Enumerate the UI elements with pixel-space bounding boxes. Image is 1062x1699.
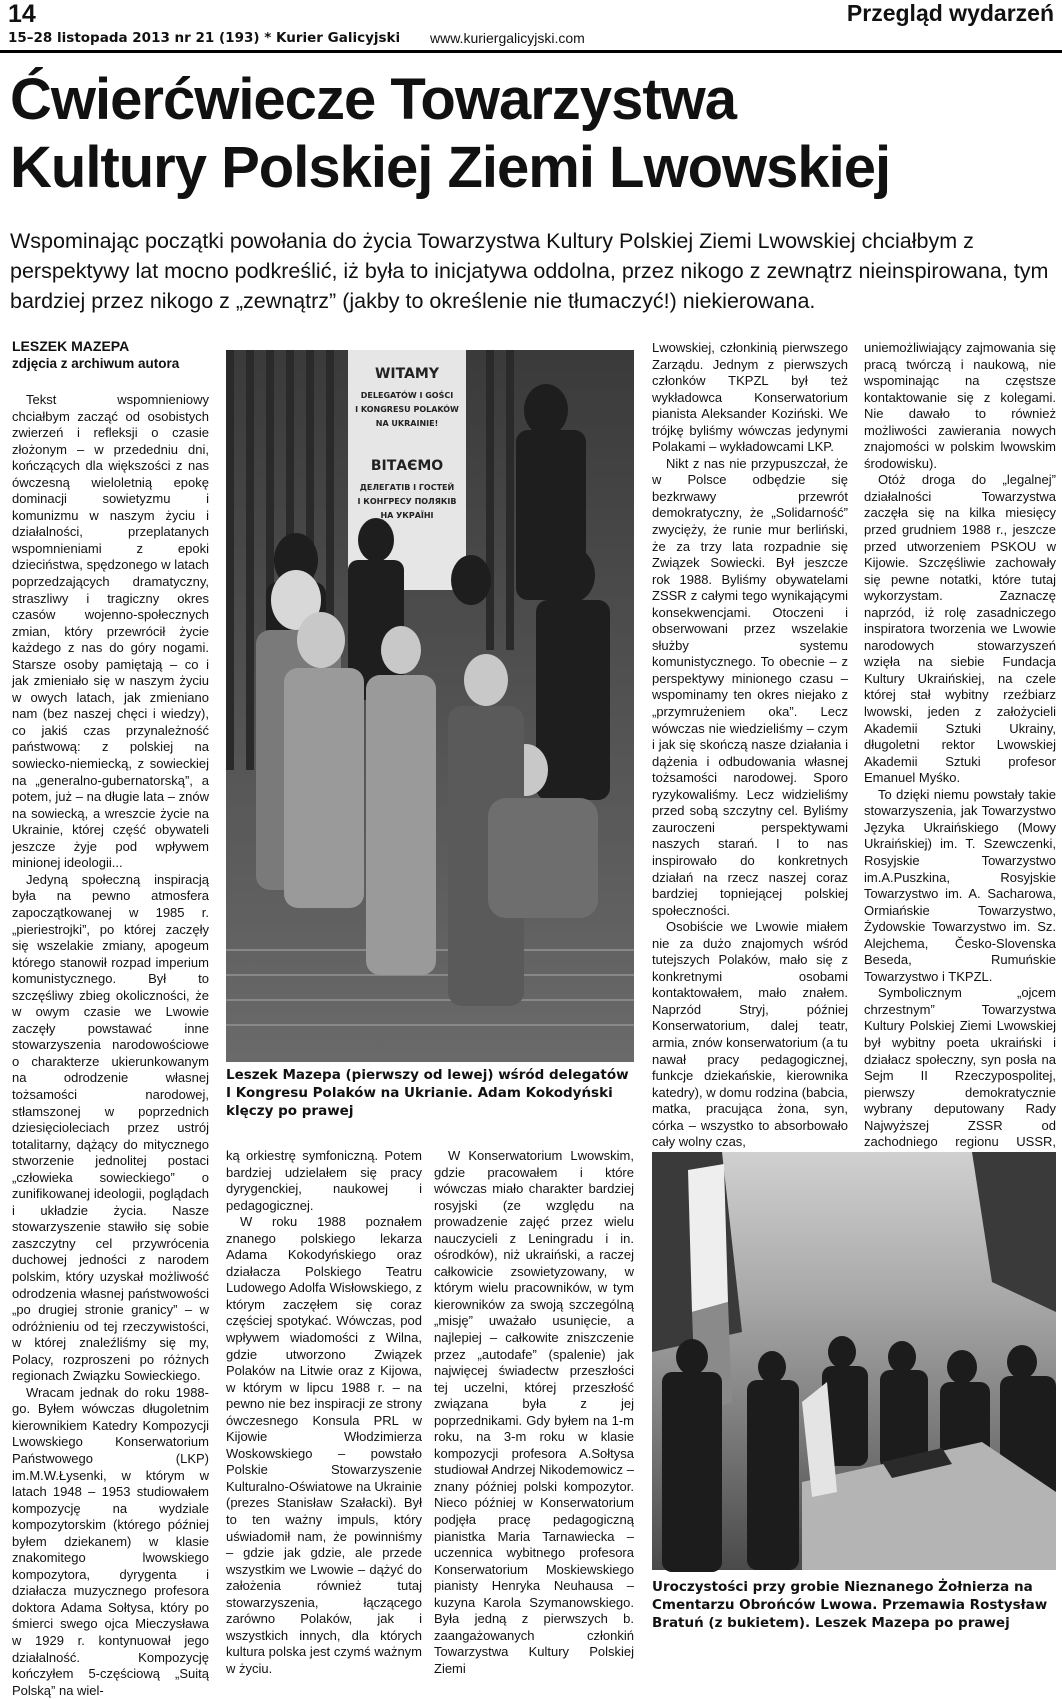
paragraph: Osobiście we Lwowie miałem nie za dużo znajomych wśród tutejszych Polaków, mało się z konkretnymi osobami kontaktowałem, mało znałem. Naprzód Stryj, później Konserwatorium, dalej teatr, armia, znów konserwatorium (a tu nawał pracy pedagogicznej, funkcje dziekańskie, kierownika katedry), w domu rodzina (babcia, matka, pracująca żona, syn, córka – wszystko to absorbowało cały wolny czas,	[652, 919, 848, 1150]
cemetery-photo-graphic	[652, 1152, 1056, 1570]
banner-text: NA UKRAINIE!	[375, 419, 439, 428]
text-column-2	[226, 1148, 422, 1676]
paragraph: Symbolicznym „ojcem chrzestnym” Towarzystwa Kultury Polskiej Ziemi Lwowskiej był wybitny poeta ukraiński i działacz społeczny, syn posła na Sejm II Rzeczypospolitej, pierwszy demokratycznie wybrany deputowany Rady Najwyższej ZSSR od zachodniego regionu USSR,	[864, 985, 1056, 1150]
article-title	[10, 66, 1050, 202]
paragraph: Tekst wspomnieniowy chciałbym zacząć od osobistych zwierzeń i refleksji o czasie złożonym – w przededniu dni, kończących dla większości z nas ówczesną wieloletnią epokę dominacji sowietyzmu i komunizmu w naszym życiu i działalności, przeplatanych wspomnieniami z epoki dzieciństwa, spędzonego w latach poprzedzających dramatyczny, straszliwy i tragiczny okres czasów wojenno-społecznych zmian, który przewrócił życie każdego z nas do góry nogami. Starsze osoby pamiętają – co i jak zmieniało się w naszym życiu w owych latach, jak zmieniano nam (bez naszej chęci i wiedzy), co jakiś czas przynależność państwową: z polskiej na sowiecko-niemiecką, z sowieckiej na „generalno-gubernatorską”, a potem, już – na długie lata – znów na sowiecką, a wreszcie życie na Ukrainie, której część obywateli jeszcze żyje pod wpływem minionej ideologii...	[12, 392, 209, 871]
section-title: Przegląd wydarzeń	[846, 0, 1054, 26]
paragraph: uniemożliwiający zajmowania się pracą twórczą i naukową, nie wspominając na częstsze kontaktowanie się z kolegami. Nie dawało to również możliwości zawierania nowych znajomości w polskim lwowskim środowisku).	[864, 340, 1056, 471]
paragraph: Jedyną społeczną inspiracją była na pewno atmosfera zapoczątkowanej w 1985 r. „pieriestrojki”, po której zaczęły się wszelakie zmiany, apogeum którego stanowił rozpad imperium komunistycznego. Był to szczęśliwy zbieg okoliczności, że w owym czasie we Lwowie zaczęły powstawać inne stowarzyszenia narodowościowe o charakterze ukierunkowanym na odrodzenie własnej tożsamości narodowej, stłamszonej w poprzednich dziesięcioleciach przez ustrój totalitarny, dążący do mitycznego stworzenie jednolitej postaci „człowieka sowieckiego” o zunifikowanej ideologii, poglądach i układzie życia. Nasze stowarzyszenie stawiło się sobie zaszczytny cel przywrócenia duchowej jedności z narodem polskim, który uzyskał możliwość odrodzenia własnej państwowości „po drugiej stronie granicy” – w odróżnieniu od tej rzeczywistości, w której znaleźliśmy się my, Polacy, rozproszeni po różnych regionach Związku Sowieckiego.	[12, 871, 209, 1384]
page-number: 14	[8, 0, 36, 28]
banner-text: ВІТАЄМО	[370, 458, 444, 474]
cemetery-photo	[652, 1152, 1056, 1570]
congress-photo	[226, 350, 634, 1062]
banner-text: DELEGATÓW I GOŚCI	[360, 391, 454, 400]
photo-credit: zdjęcia z archiwum autora	[12, 356, 180, 371]
author-name: LESZEK MAZEPA	[12, 338, 130, 354]
title-line-2: Kultury Polskiej Ziemi Lwowskiej	[10, 135, 891, 200]
text-column-3	[434, 1148, 634, 1676]
banner-text: І КОНГРЕСУ ПОЛЯКІВ	[357, 497, 457, 506]
banner-text: I KONGRESU POLAKÓW	[355, 405, 459, 414]
website-url: www.kuriergalicyjski.com	[430, 30, 585, 46]
banner-text: ДЕЛЕГАТІВ І ГОСТЕЙ	[359, 483, 455, 492]
paragraph: Otóż droga do „legalnej” działalności Towarzystwa zaczęła się na kilka miesięcy przed grudniem 1988 r., jeszcze przed utworzeniem PSKOU w Kijowie. Szczęśliwie zachowały się pewne notatki, które tutaj wykorzystam. Zaznaczę naprzód, iż rolę zasadniczego inspiratora tworzenia we Lwowie narodowych stowarzyszeń wzięła na siebie Fundacja Kultury Ukraińskiej, na czele której stał wybitny rzeźbiarz lwowski, jeden z założycieli Akademii Sztuki Ukrainy, długoletni rektor Lwowskiej Akademii Sztuki profesor Emanuel Myśko.	[864, 472, 1056, 786]
article-lead: Wspominając początki powołania do życia Towarzystwa Kultury Polskiej Ziemi Lwowskiej chciałbym z perspektywy lat mocno podkreślić, iż była to inicjatywa oddolna, przez nikogo z zewnątrz nieinspirowana, tym bardziej przez nikogo z „zewnątrz” (jakby to określenie nie tłumaczyć!) niekierowana.	[10, 229, 1049, 313]
congress-photo-caption: Leszek Mazepa (pierwszy od lewej) wśród delegatów I Kongresu Polaków na Ukrianie. Adam Kokodyński klęczy po prawej	[226, 1067, 629, 1119]
paragraph: W Konserwatorium Lwowskim, gdzie pracowałem i które wówczas miało charakter bardziej rosyjski (ze względu na prowadzenie zajęć przez wielu nauczycieli z Leningradu i in. ośrodków), niż ukraiński, a raczej całkowicie zsowietyzowany, w którym wielu pracowników, w tym kierowników za swoją szczególną „misję” uważało usunięcie, a najlepiej – całkowite zniszczenie przez „autodafe” (spalenie) jak najwięcej świadectw przeszłości tej uczelni, której przeszłość związana była z jej poprzednikami. Gdy byłem na 1-m roku, na 3-m roku w klasie kompozycji profesora A.Sołtysa studiował Andrzej Nikodemowicz – znany później polski kompozytor. Nieco później w Konserwatorium podjęła pracę pedagogiczną pianistka Maria Tarnawiecka – uczennica wybitnego profesora Konserwatorium Moskiewskiego pianisty Henryka Neuhausa – kuzyna Karola Szymanowskiego. Była jedną z pierwszych b. zaangażowanych członkiń Towarzystwa Kultury Polskiej Ziemi	[434, 1148, 634, 1676]
banner-text: НА УКРАЇНІ	[380, 511, 434, 520]
paragraph: ką orkiestrę symfoniczną. Potem bardziej udzielałem się pracy dyrygenckiej, naukowej i pedagogicznej.	[226, 1148, 422, 1213]
paragraph: W roku 1988 poznałem znanego polskiego lekarza Adama Kokodyńskiego oraz działacza Polskiego Teatru Ludowego Adolfa Wisłowskiego, z którym zaczęłem się coraz częściej spotykać. Wówczas, pod wpływem wiadomości z Wilna, gdzie utworzono Związek Polaków na Litwie oraz z Kijowa, w którym w lipcu 1988 r. – na pewno nie bez inspiracji ze strony ówczesnego Konsula PRL w Kijowie Włodzimierza Woskowskiego – powstało Polskie Stowarzyszenie Kulturalno-Oświatowe na Ukrainie (prezes Stanisław Szałacki). Był to ten ważny impuls, który uświadomił nam, że powinniśmy – gdzie jak gdzie, ale przede wszystkim we Lwowie – dążyć do założenia również tutaj stowarzyszenia, łączącego zarówno Polaków, jak i wszystkich innych, dla których kultura polska jest czymś ważnym w życiu.	[226, 1214, 422, 1676]
banner-text: WITAMY	[374, 366, 440, 382]
text-column-5	[864, 340, 1056, 1150]
cemetery-photo-caption: Uroczystości przy grobie Nieznanego Żołnierza na Cmentarzu Obrońców Lwowa. Przemawia Rostysław Bratuń (z bukietem). Leszek Mazepa po prawej	[652, 1579, 1048, 1631]
paragraph: Nikt z nas nie przypuszczał, że w Polsce odbędzie się bezkrwawy przewrót demokratyczny, że „Solidarność” zwycięży, że runie mur berliński, że za trzy lata rozpadnie się Związek Sowiecki. Był jeszcze rok 1988. Byliśmy obywatelami ZSSR z całymi tego wynikającymi konsekwencjami. Otoczeni i obserwowani przez wszelakie służby systemu komunistycznego. To obecnie – z perspektywy minionego czasu – wspominamy ten okres niejako z „przymrużeniem oka”. Lecz wówczas nie wiedzieliśmy – czym i jak się skończą nasze działania i dążenia i odbudowania własnej tożsamości narodowej. Sporo ryzykowaliśmy. Lecz widzieliśmy przed sobą szczytny cel. Byliśmy zauroczeni perspektywami naszych starań. I to nas inspirowało do konkretnych działań na rzecz naszej coraz bardziej topniejącej polskiej społeczności.	[652, 455, 848, 918]
flag-graphic	[688, 1164, 728, 1312]
title-line-1: Ćwierćwiecze Towarzystwa	[10, 67, 737, 132]
paragraph: Wracam jednak do roku 1988-go. Byłem wówczas długoletnim kierownikiem Katedry Kompozycji Lwowskiego Konserwatorium Państwowego (LKP) im.M.W.Łysenki, w którym w latach 1948 – 1953 studiowałem kompozycję na wydziale kompozytorskim (którego później byłem dziekanem) w klasie znakomitego lwowskiego kompozytora, dyrygenta i działacza muzycznego profesora doktora Adama Sołtysa, który po śmierci swego ojca Mieczysława w 1929 r. kontynuował jego działalność. Kompozycję kończyłem 5-częściową „Suitą Polską” na wiel-	[12, 1384, 209, 1698]
issue-dateline: 15–28 listopada 2013 nr 21 (193) * Kurier Galicyjski	[8, 30, 401, 46]
paragraph: Lwowskiej, członkinią pierwszego Zarządu. Jednym z pierwszych członków TKPZL był też wykładowca Konserwatorium pianista Aleksander Koziński. We trójkę byliśmy wówczas jedynymi Polakami – wykładowcami LKP.	[652, 340, 848, 455]
header-rule	[0, 50, 1062, 53]
congress-photo-graphic	[226, 350, 634, 1062]
paragraph: To dzięki niemu powstały takie stowarzyszenia, jak Towarzystwo Języka Ukraińskiego (Mowy Ukraińskiej) im. T. Szewczenki, Rosyjskie Towarzystwo im.A.Puszkina, Rosyjskie Towarzystwo im. A. Sacharowa, Ormiańskie Towarzystwo, Żydowskie Towarzystwo im. Sz. Alejchema, Česko-Slovenska Beseda, Rumuńskie Towarzystwo i TKPZL.	[864, 786, 1056, 984]
text-column-1	[12, 392, 209, 1698]
text-column-4	[652, 340, 848, 1150]
